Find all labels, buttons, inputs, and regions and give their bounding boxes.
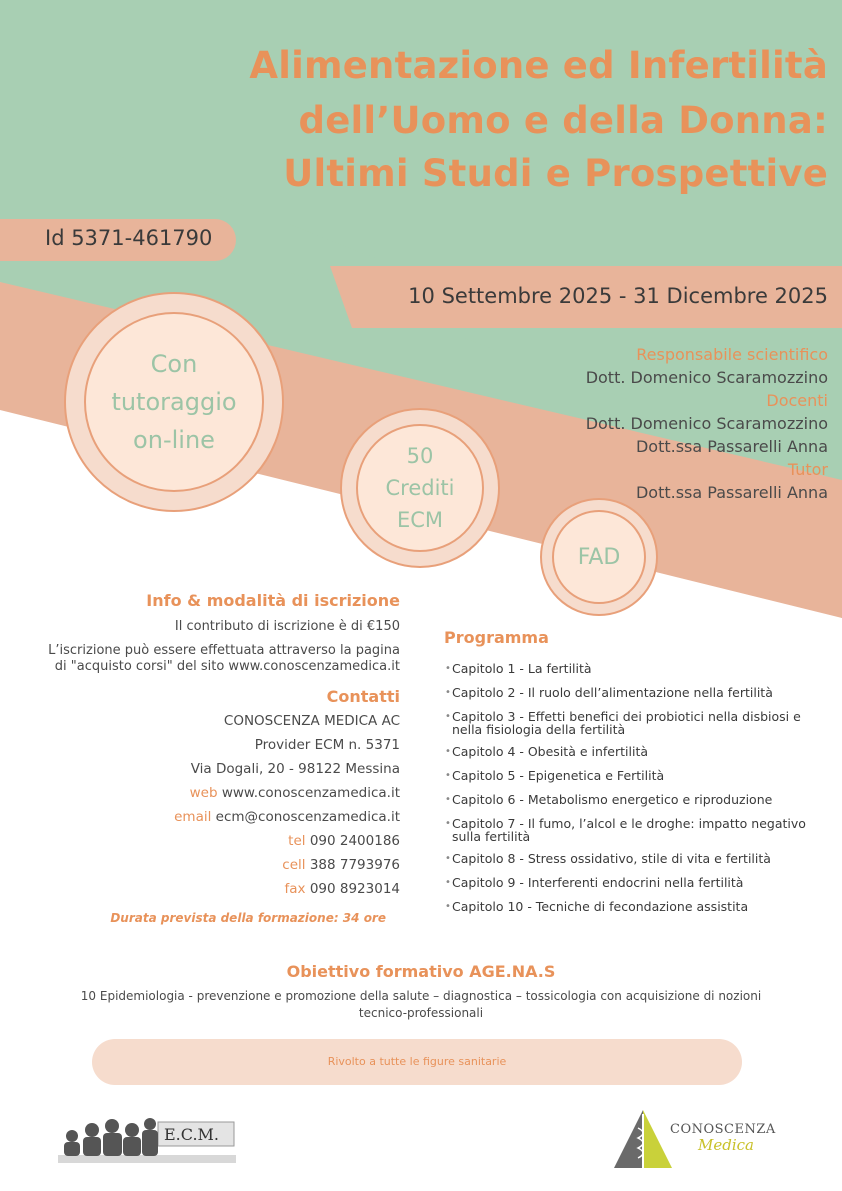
responsabile-name: Dott. Domenico Scaramozzino: [585, 368, 828, 387]
crediti-number: 50: [406, 444, 434, 468]
tutor-label: Tutor: [787, 460, 828, 479]
rivolto-banner: [92, 1039, 742, 1085]
info-heading: Info & modalità di iscrizione: [146, 591, 400, 610]
crediti-label: Crediti: [385, 476, 455, 500]
ecm-logo-text: E.C.M.: [164, 1125, 219, 1144]
crediti-badge: [340, 408, 500, 568]
fax-label: fax: [284, 881, 306, 897]
tutoraggio-line-1: Con: [150, 350, 198, 378]
tutoraggio-badge: [64, 292, 284, 512]
contatti-address: Via Dogali, 20 - 98122 Messina: [190, 761, 400, 777]
durata-note: Durata prevista della formazione: 34 ore: [110, 911, 386, 925]
list-item: • Capitolo 8 - Stress ossidativo, stile di vita e fertilità: [445, 852, 825, 865]
contatti-fax: [285, 881, 401, 897]
fad-badge: [540, 498, 658, 616]
contatti-heading: Contatti: [326, 687, 400, 706]
list-item: • Capitolo 3 - Effetti benefici dei probiotici nella disbiosi e nella fisiologia della fertilità: [445, 710, 825, 736]
docente-1: Dott. Domenico Scaramozzino: [585, 414, 828, 433]
course-id: Id 5371-461790: [45, 226, 213, 250]
web-link[interactable]: www.conoscenzamedica.it: [221, 785, 400, 801]
tutor-name: Dott.ssa Passarelli Anna: [635, 483, 828, 502]
pyramid-caduceus-icon: [612, 1108, 674, 1170]
brand-name-1: CONOSCENZA: [670, 1122, 776, 1137]
list-item: • Capitolo 9 - Interferenti endocrini nella fertilità: [445, 876, 825, 889]
title-line-3: Ultimi Studi e Prospettive: [283, 152, 828, 195]
docente-2: Dott.ssa Passarelli Anna: [635, 437, 828, 456]
list-item: • Capitolo 5 - Epigenetica e Fertilità: [445, 769, 825, 782]
web-label: web: [189, 785, 218, 801]
list-item: • Capitolo 10 - Tecniche di fecondazione assistita: [445, 900, 825, 913]
tel-number: 090 2400186: [309, 833, 400, 849]
course-dates: 10 Settembre 2025 - 31 Dicembre 2025: [408, 284, 828, 308]
brand-name-2: Medica: [698, 1136, 754, 1154]
list-item: • Capitolo 2 - Il ruolo dell’alimentazione nella fertilità: [445, 686, 825, 699]
contatti-tel: [288, 833, 400, 849]
contatti-provider: Provider ECM n. 5371: [254, 737, 400, 753]
fad-label: FAD: [577, 544, 621, 570]
title-line-1: Alimentazione ed Infertilità: [249, 44, 828, 87]
ecm-logo: [58, 1110, 236, 1164]
course-id-badge: [0, 219, 236, 261]
programma-list: [445, 662, 825, 913]
list-item: • Capitolo 1 - La fertilità: [445, 662, 825, 675]
list-item: • Capitolo 6 - Metabolismo energetico e riproduzione: [445, 793, 825, 806]
list-item: • Capitolo 4 - Obesità e infertilità: [445, 745, 825, 758]
responsabile-label: Responsabile scientifico: [636, 345, 828, 364]
info-contributo: Il contributo di iscrizione è di €150: [174, 619, 400, 634]
tel-label: tel: [288, 833, 306, 849]
staff-block: [586, 343, 828, 504]
brand-logo: [612, 1108, 812, 1172]
list-item: • Capitolo 7 - Il fumo, l’alcol e le droghe: impatto negativo sulla fertilità: [445, 817, 825, 843]
docenti-label: Docenti: [766, 391, 828, 410]
fax-number: 090 8923014: [309, 881, 400, 897]
crediti-ecm: ECM: [396, 508, 444, 532]
email-link[interactable]: ecm@conoscenzamedica.it: [215, 809, 400, 825]
obiettivo-text: 10 Epidemiologia - prevenzione e promozione della salute – diagnostica – tossicologia con acquisizione di nozioni tecnico-professionali: [80, 989, 762, 1020]
contatti-org: CONOSCENZA MEDICA AC: [223, 713, 400, 729]
rivolto-text: Rivolto a tutte le figure sanitarie: [327, 1055, 507, 1068]
info-iscrizione-2: di "acquisto corsi" del sito www.conoscenzamedica.it: [54, 659, 400, 674]
programma-heading: Programma: [444, 628, 549, 647]
tutoraggio-line-2: tutoraggio: [111, 388, 237, 416]
contatti-web[interactable]: [190, 785, 400, 801]
contatti-cell: [282, 857, 400, 873]
contatti-email[interactable]: [174, 809, 400, 825]
email-label: email: [174, 809, 212, 825]
obiettivo-heading: Obiettivo formativo AGE.NA.S: [286, 962, 556, 981]
cell-label: cell: [282, 857, 306, 873]
info-iscrizione-1: L’iscrizione può essere effettuata attraverso la pagina: [48, 643, 400, 658]
cell-number: 388 7793976: [309, 857, 400, 873]
title-line-2: dell’Uomo e della Donna:: [298, 99, 828, 142]
tutoraggio-line-3: on-line: [133, 426, 215, 454]
